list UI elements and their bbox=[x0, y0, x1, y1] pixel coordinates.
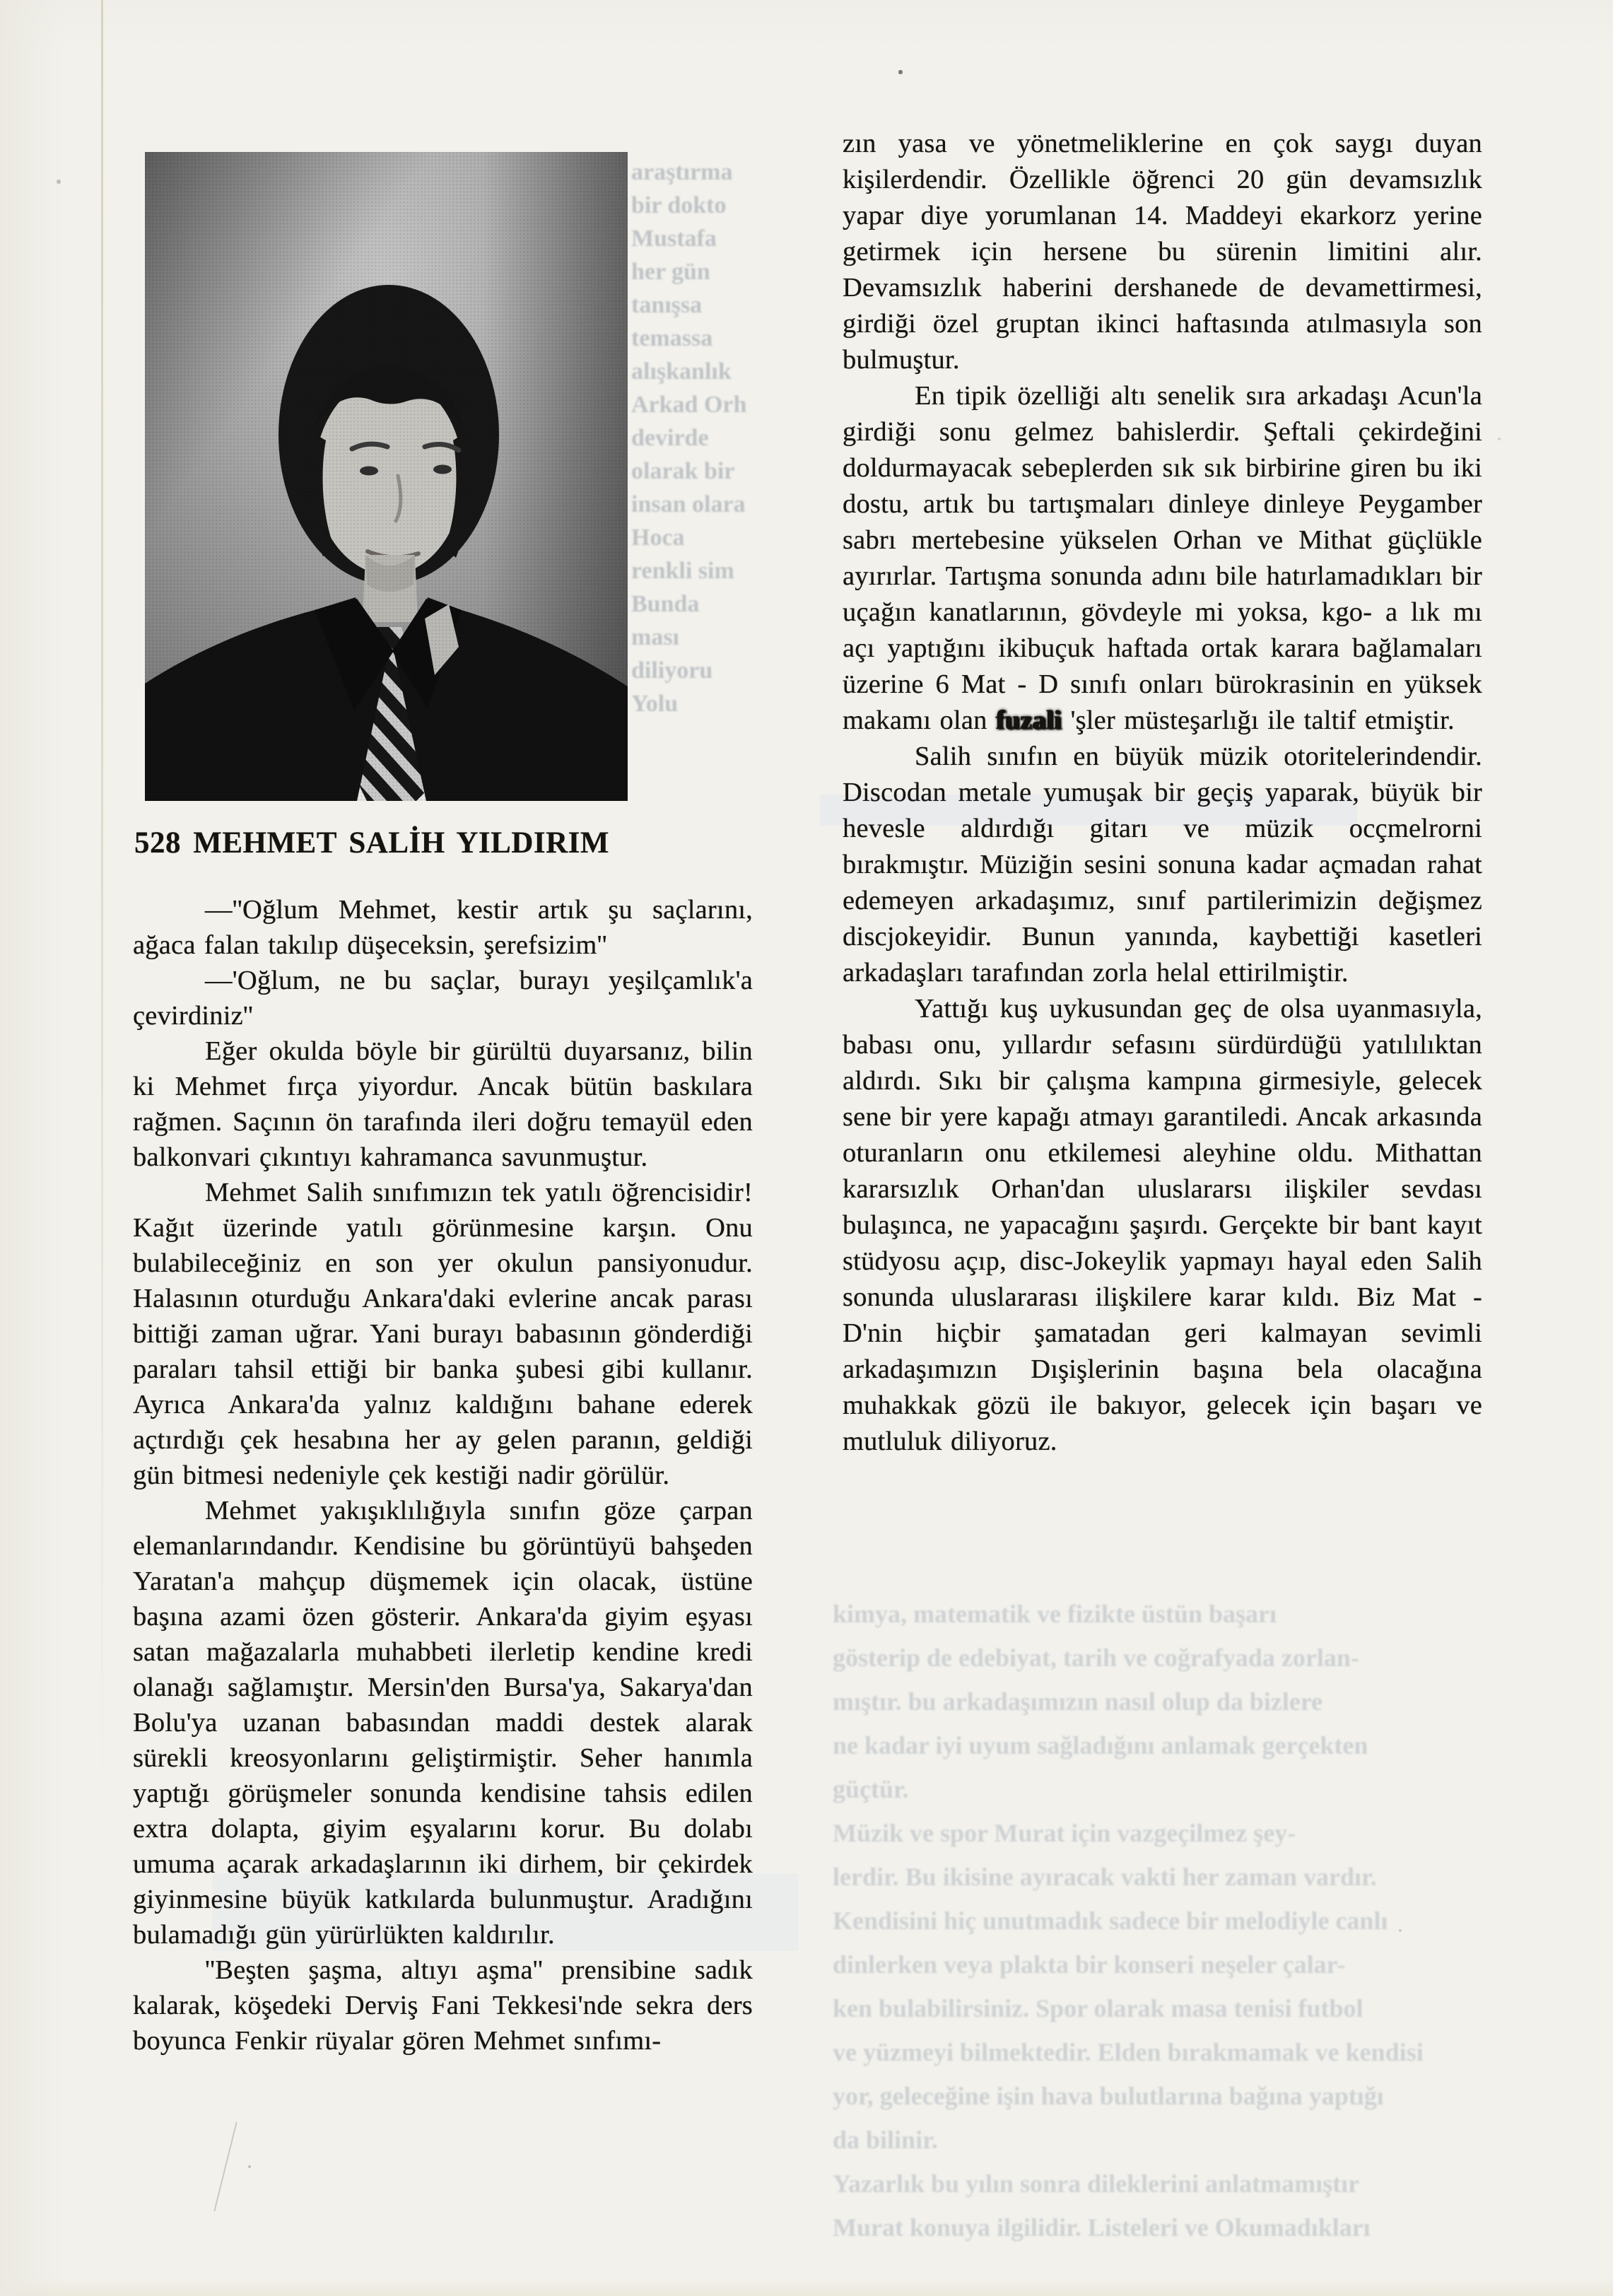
ghost-line: lerdir. Bu ikisine ayıracak vakti her zaman vardır. bbox=[833, 1863, 1377, 1891]
portrait-photo-image bbox=[145, 152, 628, 801]
ghost-line: bir dokto bbox=[631, 192, 727, 218]
text-run: fuzali bbox=[995, 705, 1062, 735]
ghost-line: Hoca bbox=[631, 525, 685, 551]
paragraph bbox=[843, 126, 1482, 378]
ghost-line: diliyoru bbox=[631, 657, 713, 684]
text-run: 'şler müsteşarlığı ile taltif etmiştir. bbox=[1062, 705, 1455, 735]
ghost-line: temassa bbox=[631, 325, 713, 351]
ghost-line: ne kadar iyi uyum sağladığını anlamak gerçekten bbox=[833, 1731, 1368, 1759]
paragraph bbox=[133, 892, 753, 963]
text-run: En tipik özelliği altı senelik sıra arkadaşı Acun'la girdiği sonu gelmez bahislerdir. Şeftali çekirdeğini doldurmayacak sebeplerden sık sık birbirine giren bu iki dostu, artık bu tartışmaları dinleye dinleye Peygamber sabrı mertebesine yükselen Orhan ve Mithat güçlükle ayırırlar. Tartışma sonunda adını bile hatırlamadıkları bir uçağın kanatlarının, gövdeyle mi yoksa, kgo- a lık mı açı yaptığını ikibuçuk haftada ortak karara bağlamaları üzerine 6 Mat - D sınıfı onları bürokrasinin en yüksek makamı olan bbox=[843, 381, 1482, 735]
paper-crease-line bbox=[101, 0, 103, 2296]
ghost-line: Yolu bbox=[631, 691, 679, 717]
ghost-line: ken bulabilirsiniz. Spor olarak masa tenisi futbol bbox=[833, 1994, 1363, 2022]
text-run: zın yasa ve yönetmeliklerine en çok saygı duyan kişilerdendir. Özellikle öğrenci 20 gün devamsızlık yapar diye yorumlanan 14. Maddeyi ekarkorz yerine getirmek için hersene bu sürenin limitini alır. Devamsızlık haberini dershanede de devamettirmesi, girdiği özel gruptan ikinci haftasında atılmasıyla son bulmuştur. bbox=[843, 129, 1482, 375]
text-run: —'Oğlum, ne bu saçlar, burayı yeşilçamlık'a çevirdiniz'' bbox=[133, 966, 753, 1031]
ghost-line: alışkanlık bbox=[631, 358, 732, 385]
ghost-line: tanışsa bbox=[631, 292, 703, 318]
ghost-line: Bunda bbox=[631, 591, 700, 617]
ghost-line: gösterip de edebiyat, tarih ve coğrafyada zorlan- bbox=[833, 1644, 1359, 1672]
ghost-line: olarak bir bbox=[631, 458, 735, 484]
paragraph bbox=[843, 739, 1482, 991]
text-run: Mehmet Salih sınıfımızın tek yatılı öğrencisidir! Kağıt üzerinde yatılı görünmesine karşın. Onu bulabileceğiniz en son yer okulun pansiyonudur. Halasının oturduğu Ankara'daki evlerine ancak parası bittiği zaman uğrar. Yani burayı babasının gönderdiği paraları tahsil ettiği bir banka şubesi gibi kullanır. Ayrıca Ankara'da yalnız kaldığını bahane ederek açtırdığı çek hesabına her ay gelen paranın, geldiği gün bitmesi nedeniyle çek kestiği nadir görülür. bbox=[133, 1178, 753, 1490]
ghost-line: Kendisini hiç unutmadık sadece bir melodiyle canlı bbox=[833, 1906, 1388, 1935]
text-run: Mehmet yakışıklılığıyla sınıfın göze çarpan elemanlarındandır. Kendisine bu görüntüyü bahşeden Yaratan'a mahçup düşmemek için olacak, üstüne başına azami özen gösterir. Ankara'da giyim eşyası satan mağazalarla muhabbeti ilerletip kendine kredi olanağı sağlamıştır. Mersin'den Bursa'ya, Sakarya'dan Bolu'ya uzanan babasından maddi destek alarak sürekli kreosyonlarını geliştirmiştir. Seher hanımla yaptığı görüşmeler sonunda kendisine tahsis edilen extra dolapta, giyim eşyalarını korur. Bu dolabı umuma açarak arkadaşlarının iki dirhem, bir çekirdek giyinmesine büyük katkılarda bulunmuştur. Aradığını bulamadığı gün yürürlükten kaldırılır. bbox=[133, 1496, 753, 1950]
ghost-line: devirde bbox=[631, 425, 709, 451]
ghost-line: Yazarlık bu yılın sonra dileklerini anlatmamıştır bbox=[833, 2169, 1360, 2198]
paragraph bbox=[133, 1175, 753, 1493]
bleed-through-text-bottom bbox=[833, 1592, 1497, 2249]
text-run: —''Oğlum Mehmet, kestir artık şu saçlarını, ağaca falan takılıp düşeceksin, şerefsizim'' bbox=[133, 895, 753, 960]
text-run: Salih sınıfın en büyük müzik otoritelerindendir. Discodan metale yumuşak bir geçiş yaparak, büyük bir hevesle aldırdığı gitarı ve müzik ocçmelrorni bırakmıştır. Müziğin sesini sonuna kadar açmadan rahat edemeyen arkadaşımız, sınıf partilerimizin değişmez discjokeyidir. Bunun yanında, kaybettiği kasetleri arkadaşları tarafından zorla helal ettirilmiştir. bbox=[843, 742, 1482, 988]
ghost-line: insan olara bbox=[631, 491, 746, 517]
text-run: Eğer okulda böyle bir gürültü duyarsanız, bilin ki Mehmet fırça yiyordur. Ancak bütün baskılara rağmen. Saçının ön tarafında ileri doğru temayül eden balkonvari çıkıntıyı kahramanca savunmuştur. bbox=[133, 1036, 753, 1172]
ghost-line: Murat konuya ilgilidir. Listeleri ve Okumadıkları bbox=[833, 2213, 1371, 2242]
portrait-photo bbox=[145, 152, 628, 801]
ghost-line: renkli sim bbox=[631, 558, 734, 584]
paragraph bbox=[133, 1033, 753, 1175]
paragraph bbox=[133, 1493, 753, 1952]
ghost-line: mıştır. bu arkadaşımızın nasıl olup da bizlere bbox=[833, 1687, 1323, 1716]
ghost-line: Mustafa bbox=[631, 226, 717, 252]
ghost-line: dinlerken veya plakta bir konseri neşeler çalar- bbox=[833, 1950, 1346, 1979]
ghost-line: da bilinir. bbox=[833, 2126, 938, 2154]
ghost-line: Müzik ve spor Murat için vazgeçilmez şey- bbox=[833, 1819, 1296, 1847]
right-text-column bbox=[843, 126, 1482, 1460]
paragraph bbox=[133, 1952, 753, 2058]
student-name-caption: 528 MEHMET SALİH YILDIRIM bbox=[134, 826, 609, 860]
ghost-line: Arkad Orh bbox=[631, 392, 747, 418]
ghost-line: ve yüzmeyi bilmektedir. Elden bırakmamak ve kendisi bbox=[833, 2038, 1424, 2066]
ghost-line: ması bbox=[631, 624, 679, 650]
paragraph bbox=[843, 991, 1482, 1460]
ghost-line: her gün bbox=[631, 259, 710, 285]
text-run: ''Beşten şaşma, altıyı aşma'' prensibine sadık kalarak, köşedeki Derviş Fani Tekkesi'nde sekra ders boyunca Fenkir rüyalar gören Mehmet sınfımı- bbox=[133, 1955, 753, 2056]
left-text-column bbox=[133, 892, 753, 2058]
text-run: Yattığı kuş uykusundan geç de olsa uyanmasıyla, babası onu, yıllardır sefasını sürdürdüğü yatılılıktan aldırdı. Sıkı bir çalışma kampına girmesiyle, gelecek sene bir yere kapağı atmayı garantiledi. Ancak arkasında oturanların onu etkilemesi aleyhine oldu. Mithattan kararsızlık Orhan'dan uluslararsı ilişkiler sevdası bulaşınca, ne yapacağını şaşırdı. Gerçekte bir bant kayıt stüdyosu açıp, disc-Jokeylik yapmayı hayal eden Salih sonunda uluslararası ilişkilere karar kıldı. Biz Mat - D'nin hiçbir şamatadan geri kalmayan sevimli arkadaşımızın Dışişlerinin başına bela olacağına muhakkak gözü ile bakıyor, gelecek için başarı ve mutluluk diliyoruz. bbox=[843, 994, 1482, 1456]
paper-specks bbox=[0, 0, 1, 1]
paragraph bbox=[133, 963, 753, 1033]
bleed-through-text-side bbox=[631, 156, 829, 720]
ghost-line: güçtür. bbox=[833, 1775, 909, 1803]
ghost-line: yor, geleceğine işin hava bulutlarına bağına yaptığı bbox=[833, 2082, 1384, 2110]
ghost-line: kimya, matematik ve fizikte üstün başarı bbox=[833, 1600, 1277, 1628]
paragraph bbox=[843, 378, 1482, 739]
paper-scratch bbox=[213, 2122, 237, 2212]
ghost-line: araştırma bbox=[631, 159, 733, 185]
